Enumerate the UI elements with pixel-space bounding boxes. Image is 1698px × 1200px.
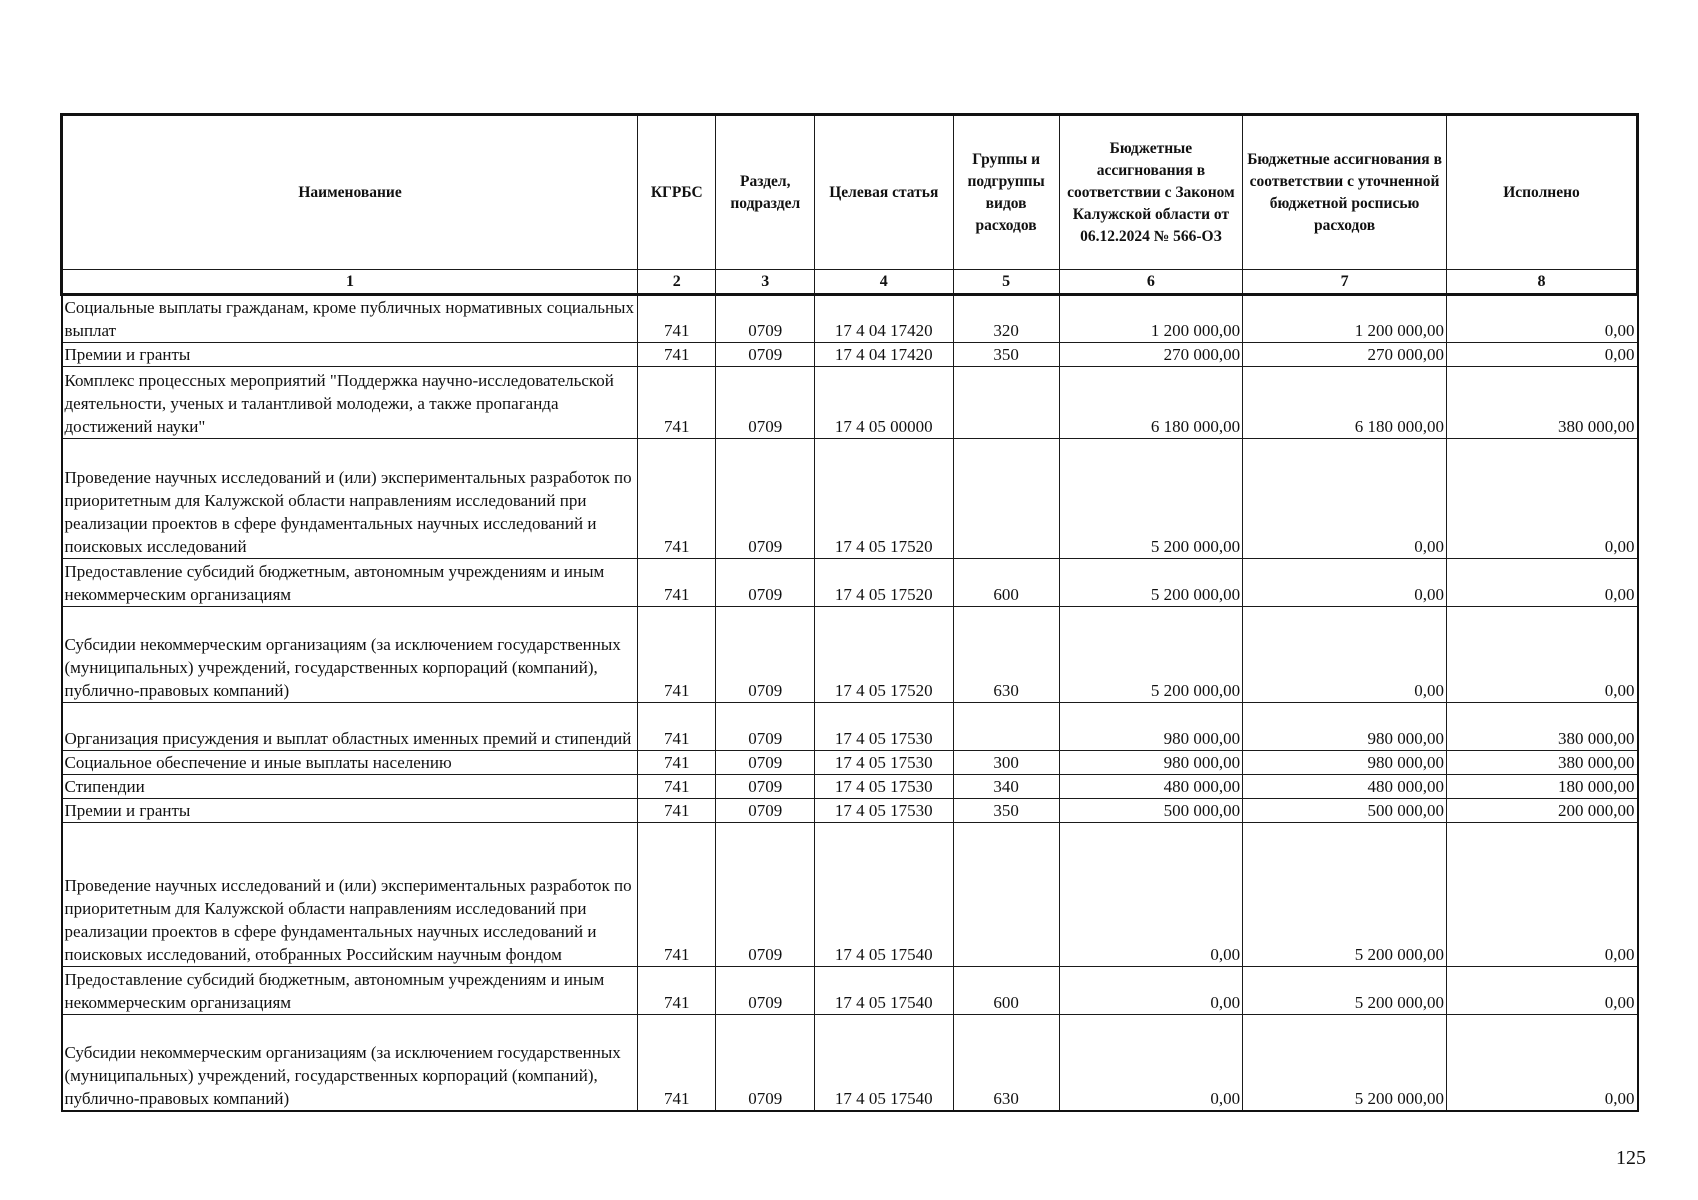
row-expense-group: 600 [953, 967, 1059, 1015]
row-section: 0709 [716, 559, 815, 607]
table-row [62, 1015, 1638, 1111]
column-number: 7 [1243, 270, 1447, 295]
row-law-allocation: 980 000,00 [1059, 703, 1242, 751]
column-number: 8 [1446, 270, 1637, 295]
row-expense-group [953, 703, 1059, 751]
table-row [62, 439, 1638, 559]
row-name: Комплекс процессных мероприятий "Поддержка научно-исследовательской деятельности, ученых и талантливой молодежи, а также пропаганда достижений науки" [62, 367, 638, 439]
row-expense-group: 350 [953, 799, 1059, 823]
row-expense-group: 600 [953, 559, 1059, 607]
row-expense-group: 320 [953, 295, 1059, 343]
row-kgrbs: 741 [638, 823, 716, 967]
table-row [62, 343, 1638, 367]
row-target-article: 17 4 05 17530 [815, 751, 953, 775]
column-number: 1 [62, 270, 638, 295]
row-executed: 380 000,00 [1446, 751, 1637, 775]
row-law-allocation: 0,00 [1059, 1015, 1242, 1111]
row-law-allocation: 5 200 000,00 [1059, 439, 1242, 559]
row-refined-allocation: 980 000,00 [1243, 751, 1447, 775]
row-name: Проведение научных исследований и (или) экспериментальных разработок по приоритетным для Калужской области направлениям исследований при реализации проектов в сфере фундаментальных научных исследований и поисковых исследований, отобранных Российским научным фондом [62, 823, 638, 967]
header-law-allocations: Бюджетные ассигнования в соответствии с Законом Калужской области от 06.12.2024 № 566-ОЗ [1059, 115, 1242, 270]
row-target-article: 17 4 05 17530 [815, 703, 953, 751]
row-refined-allocation: 5 200 000,00 [1243, 1015, 1447, 1111]
table-row [62, 799, 1638, 823]
row-executed: 0,00 [1446, 1015, 1637, 1111]
table-row [62, 295, 1638, 343]
row-expense-group: 340 [953, 775, 1059, 799]
row-law-allocation: 5 200 000,00 [1059, 559, 1242, 607]
row-refined-allocation: 0,00 [1243, 439, 1447, 559]
row-refined-allocation: 0,00 [1243, 607, 1447, 703]
row-refined-allocation: 0,00 [1243, 559, 1447, 607]
row-kgrbs: 741 [638, 439, 716, 559]
row-executed: 0,00 [1446, 559, 1637, 607]
row-name: Стипендии [62, 775, 638, 799]
row-executed: 0,00 [1446, 823, 1637, 967]
row-target-article: 17 4 05 00000 [815, 367, 953, 439]
row-name: Субсидии некоммерческим организациям (за исключением государственных (муниципальных) учреждений, государственных корпораций (компаний), публично-правовых компаний) [62, 1015, 638, 1111]
column-number: 6 [1059, 270, 1242, 295]
header-row [62, 115, 1638, 270]
row-target-article: 17 4 05 17530 [815, 775, 953, 799]
row-law-allocation: 480 000,00 [1059, 775, 1242, 799]
row-target-article: 17 4 05 17520 [815, 559, 953, 607]
row-section: 0709 [716, 607, 815, 703]
row-refined-allocation: 5 200 000,00 [1243, 823, 1447, 967]
row-executed: 0,00 [1446, 295, 1637, 343]
column-number: 3 [716, 270, 815, 295]
row-name: Субсидии некоммерческим организациям (за исключением государственных (муниципальных) учреждений, государственных корпораций (компаний), публично-правовых компаний) [62, 607, 638, 703]
header-executed: Исполнено [1446, 115, 1637, 270]
table-row [62, 823, 1638, 967]
row-refined-allocation: 270 000,00 [1243, 343, 1447, 367]
row-section: 0709 [716, 343, 815, 367]
row-section: 0709 [716, 775, 815, 799]
row-executed: 380 000,00 [1446, 703, 1637, 751]
row-kgrbs: 741 [638, 799, 716, 823]
column-number: 5 [953, 270, 1059, 295]
row-law-allocation: 0,00 [1059, 967, 1242, 1015]
row-kgrbs: 741 [638, 751, 716, 775]
row-section: 0709 [716, 367, 815, 439]
table-body [62, 295, 1638, 1111]
table-row [62, 607, 1638, 703]
row-law-allocation: 1 200 000,00 [1059, 295, 1242, 343]
header-refined-allocations: Бюджетные ассигнования в соответствии с уточненной бюджетной росписью расходов [1243, 115, 1447, 270]
row-section: 0709 [716, 439, 815, 559]
row-target-article: 17 4 04 17420 [815, 343, 953, 367]
row-executed: 200 000,00 [1446, 799, 1637, 823]
row-section: 0709 [716, 751, 815, 775]
row-name: Предоставление субсидий бюджетным, автономным учреждениям и иным некоммерческим организациям [62, 967, 638, 1015]
row-executed: 0,00 [1446, 967, 1637, 1015]
row-section: 0709 [716, 295, 815, 343]
row-target-article: 17 4 04 17420 [815, 295, 953, 343]
row-kgrbs: 741 [638, 967, 716, 1015]
row-executed: 0,00 [1446, 439, 1637, 559]
row-expense-group [953, 439, 1059, 559]
row-refined-allocation: 980 000,00 [1243, 703, 1447, 751]
row-name: Премии и гранты [62, 799, 638, 823]
row-executed: 0,00 [1446, 607, 1637, 703]
table-row [62, 967, 1638, 1015]
row-name: Организация присуждения и выплат областных именных премий и стипендий [62, 703, 638, 751]
header-expense-groups: Группы и подгруппы видов расходов [953, 115, 1059, 270]
row-expense-group: 630 [953, 1015, 1059, 1111]
table-row [62, 751, 1638, 775]
row-kgrbs: 741 [638, 295, 716, 343]
table-row [62, 559, 1638, 607]
row-refined-allocation: 1 200 000,00 [1243, 295, 1447, 343]
row-refined-allocation: 6 180 000,00 [1243, 367, 1447, 439]
header-kgrbs: КГРБС [638, 115, 716, 270]
row-section: 0709 [716, 799, 815, 823]
row-target-article: 17 4 05 17540 [815, 967, 953, 1015]
row-law-allocation: 0,00 [1059, 823, 1242, 967]
row-expense-group: 350 [953, 343, 1059, 367]
table-row [62, 775, 1638, 799]
row-expense-group [953, 823, 1059, 967]
row-refined-allocation: 500 000,00 [1243, 799, 1447, 823]
row-refined-allocation: 5 200 000,00 [1243, 967, 1447, 1015]
column-number-row [62, 270, 1638, 295]
header-name: Наименование [62, 115, 638, 270]
column-number: 2 [638, 270, 716, 295]
row-name: Предоставление субсидий бюджетным, автономным учреждениям и иным некоммерческим организациям [62, 559, 638, 607]
row-kgrbs: 741 [638, 703, 716, 751]
row-law-allocation: 980 000,00 [1059, 751, 1242, 775]
row-executed: 0,00 [1446, 343, 1637, 367]
row-target-article: 17 4 05 17540 [815, 1015, 953, 1111]
row-executed: 180 000,00 [1446, 775, 1637, 799]
row-name: Проведение научных исследований и (или) экспериментальных разработок по приоритетным для Калужской области направлениям исследований при реализации проектов в сфере фундаментальных научных исследований и поисковых исследований [62, 439, 638, 559]
row-section: 0709 [716, 703, 815, 751]
row-target-article: 17 4 05 17540 [815, 823, 953, 967]
row-kgrbs: 741 [638, 607, 716, 703]
row-law-allocation: 5 200 000,00 [1059, 607, 1242, 703]
column-number: 4 [815, 270, 953, 295]
row-target-article: 17 4 05 17520 [815, 439, 953, 559]
row-expense-group: 630 [953, 607, 1059, 703]
row-kgrbs: 741 [638, 343, 716, 367]
row-kgrbs: 741 [638, 775, 716, 799]
row-kgrbs: 741 [638, 367, 716, 439]
row-law-allocation: 500 000,00 [1059, 799, 1242, 823]
row-kgrbs: 741 [638, 559, 716, 607]
row-executed: 380 000,00 [1446, 367, 1637, 439]
row-kgrbs: 741 [638, 1015, 716, 1111]
row-law-allocation: 6 180 000,00 [1059, 367, 1242, 439]
header-section: Раздел, подраздел [716, 115, 815, 270]
row-name: Социальное обеспечение и иные выплаты населению [62, 751, 638, 775]
row-section: 0709 [716, 967, 815, 1015]
row-target-article: 17 4 05 17520 [815, 607, 953, 703]
row-law-allocation: 270 000,00 [1059, 343, 1242, 367]
header-target-article: Целевая статья [815, 115, 953, 270]
row-section: 0709 [716, 1015, 815, 1111]
table-row [62, 703, 1638, 751]
budget-table [60, 113, 1639, 1112]
row-refined-allocation: 480 000,00 [1243, 775, 1447, 799]
row-expense-group [953, 367, 1059, 439]
table-row [62, 367, 1638, 439]
page-number: 125 [1616, 1147, 1646, 1169]
row-expense-group: 300 [953, 751, 1059, 775]
row-section: 0709 [716, 823, 815, 967]
row-name: Социальные выплаты гражданам, кроме публичных нормативных социальных выплат [62, 295, 638, 343]
row-name: Премии и гранты [62, 343, 638, 367]
row-target-article: 17 4 05 17530 [815, 799, 953, 823]
